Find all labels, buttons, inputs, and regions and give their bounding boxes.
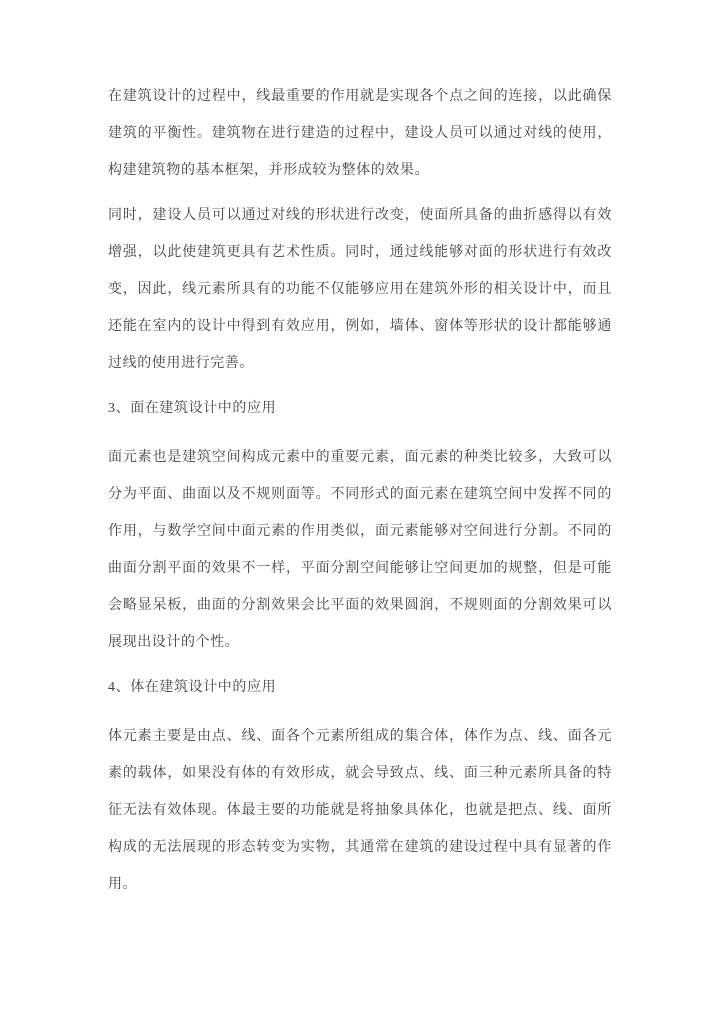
section-heading-volume-in-architecture: 4、体在建筑设计中的应用 [108,680,277,695]
paragraph-line-element-role: 在建筑设计的过程中，线最重要的作用就是实现各个点之间的连接，以此确保建筑的平衡性。建筑物在进行建造的过程中，建设人员可以通过对线的使用，构建建筑物的基本框架，并形成较为整体的效果。 [108,89,612,178]
paragraph-line-shape-application: 同时，建设人员可以通过对线的形状进行改变，使面所具备的曲折感得以有效增强，以此使建筑更具有艺术性质。同时，通过线能够对面的形状进行有效改变，因此，线元素所具有的功能不仅能够应用在建筑外形的相关设计中，而且还能在室内的设计中得到有效应用，例如，墙体、窗体等形状的设计都能够通过线的使用进行完善。 [108,208,612,371]
paragraph-surface-element-application: 面元素也是建筑空间构成元素中的重要元素，面元素的种类比较多，大致可以分为平面、曲面以及不规则面等。不同形式的面元素在建筑空间中发挥不同的作用，与数学空间中面元素的作用类似，面元素能够对空间进行分割。不同的曲面分割平面的效果不一样，平面分割空间能够让空间更加的规整，但是可能会略显呆板，曲面的分割效果会比平面的效果圆润，不规则面的分割效果可以展现出设计的个性。 [108,450,612,650]
paragraph-volume-element-application: 体元素主要是由点、线、面各个元素所组成的集合体，体作为点、线、面各元素的载体，如果没有体的有效形成，就会导致点、线、面三种元素所具备的特征无法有效体现。体最主要的功能就是将抽象具体化，也就是把点、线、面所构成的无法展现的形态转变为实物，其通常在建筑的建设过程中具有显著的作用。 [108,729,612,892]
section-heading-surface-in-architecture: 3、面在建筑设计中的应用 [108,401,277,416]
